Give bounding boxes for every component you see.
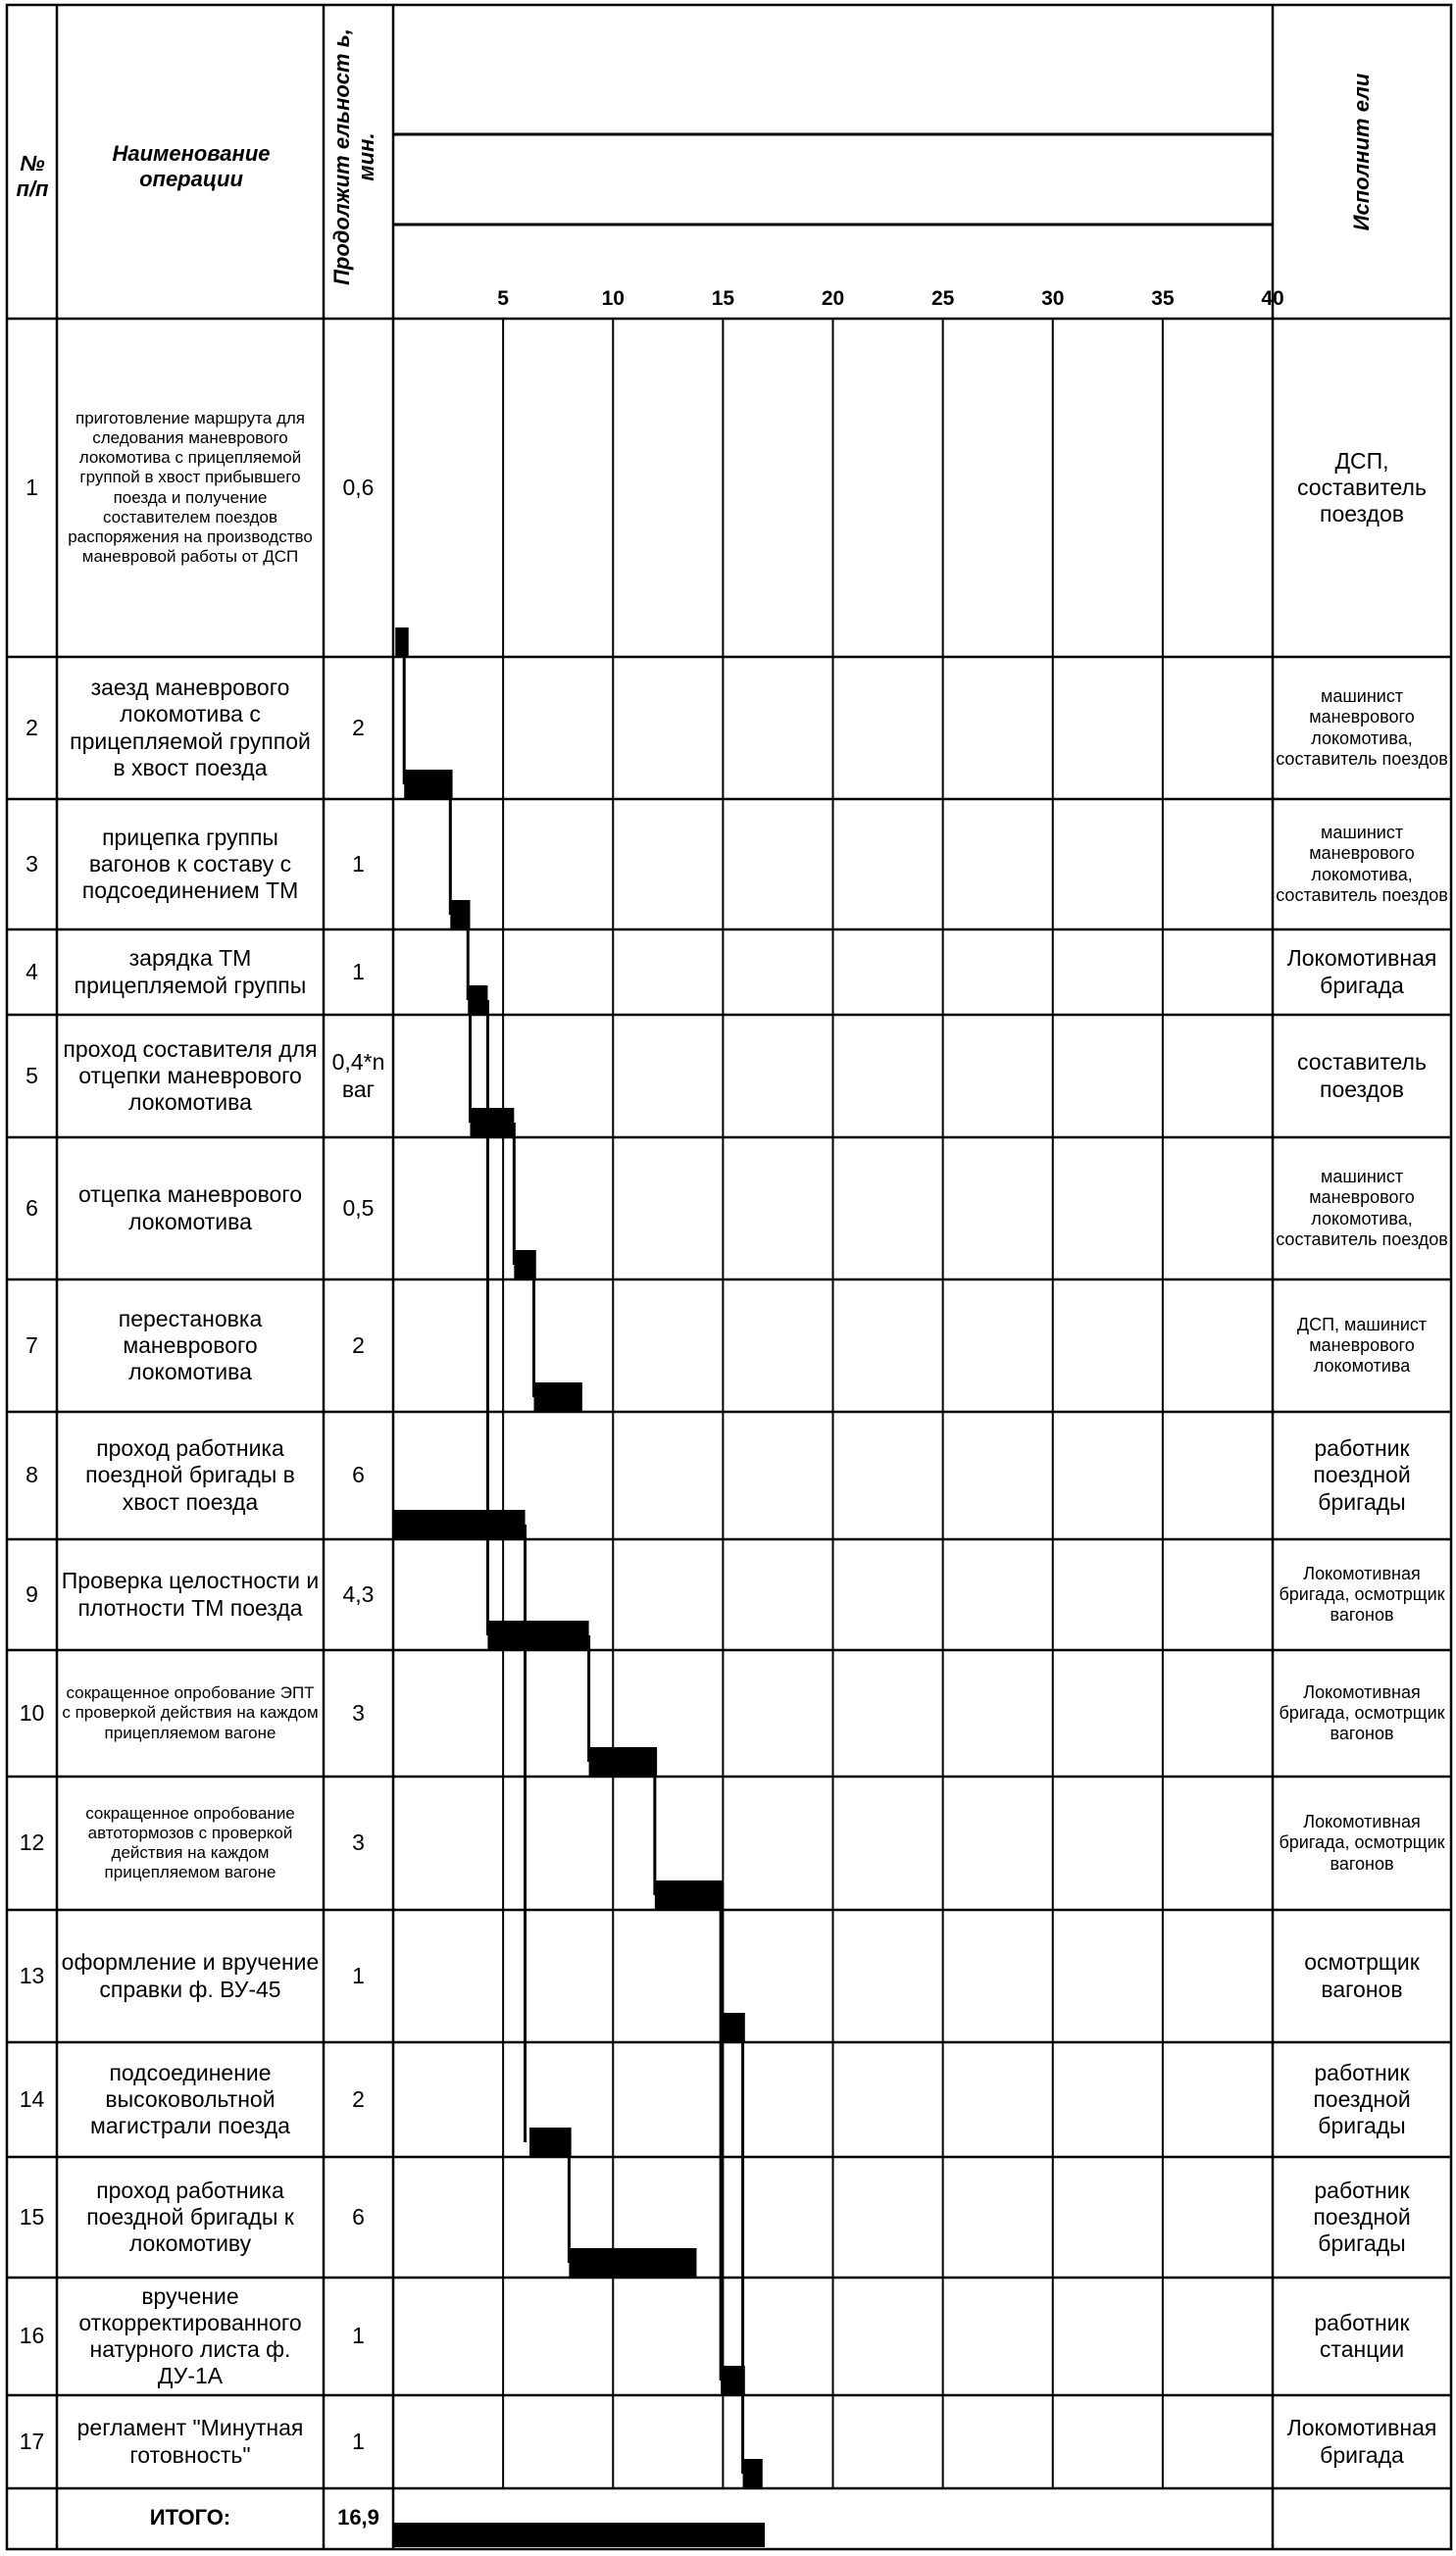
operation-duration: 1 [352,2323,365,2349]
operation-duration: 2 [352,714,365,740]
operation-executor: Локомотивная бригада, осмотрщик вагонов [1279,1681,1445,1744]
operation-name: проход работника поездной бригады в хвост поезда [85,1435,295,1515]
row-number: 9 [25,1580,38,1607]
total-label: ИТОГО: [149,2505,231,2531]
operation-duration: 1 [352,2428,365,2454]
operation-duration: 0,4*n ваг [331,1049,385,1102]
row-number: 12 [19,1829,45,1856]
gantt-bar [393,1510,526,1539]
time-tick-label: 15 [711,287,735,310]
gantt-bar [393,2523,765,2547]
operation-executor: машинист маневрового локомотива, составитель поездов [1276,686,1448,769]
gantt-bar [487,1621,588,1650]
time-tick-label: 35 [1151,287,1175,310]
gantt-bar [655,1880,724,1910]
gantt-bar [534,1382,582,1412]
time-tick-label: 10 [601,287,625,310]
time-tick-label: 30 [1041,287,1065,310]
time-tick-label: 5 [497,287,509,310]
operation-executor: работник поездной бригады [1313,1435,1411,1515]
operation-name: вручение откорректированного натурного листа ф. ДУ-1А [78,2282,302,2389]
row-number: 6 [25,1194,38,1221]
row-number: 5 [25,1062,38,1088]
gantt-bar [743,2459,763,2488]
gantt-bar [589,1747,658,1777]
operation-name: сокращенное опробование ЭПТ с проверкой действия на каждом прицепляемом вагоне [62,1683,319,1742]
operation-name: перестановка маневрового локомотива [118,1305,263,1385]
operation-duration: 1 [352,850,365,877]
operation-duration: 6 [352,2203,365,2230]
row-number: 1 [25,474,38,500]
operation-executor: Локомотивная бригада [1286,2415,1437,2468]
row-number: 14 [19,2085,45,2112]
operation-executor: ДСП, машинист маневрового локомотива [1296,1314,1428,1377]
row-number: 10 [19,1699,45,1726]
operation-duration: 3 [352,1829,365,1856]
operation-duration: 1 [352,1962,365,1988]
header-number: № п/п [16,151,49,201]
operation-duration: 3 [352,1699,365,1726]
operation-name: приготовление маршрута для следования маневрового локомотива с прицепляемой группой в хвост прибывшего поезда и получение составителем поездов распоряжения на производство маневровой работы от ДСП [68,409,313,566]
operation-executor: работник поездной бригады [1313,2177,1411,2257]
row-number: 17 [19,2428,45,2454]
header-operation-name: Наименование операции [112,141,271,191]
gantt-bar [569,2248,696,2278]
operation-name: оформление и вручение справки ф. ВУ-45 [61,1949,320,2002]
row-number: 2 [25,714,38,740]
row-number: 15 [19,2203,45,2230]
row-number: 16 [19,2323,45,2349]
row-number: 7 [25,1331,38,1358]
operation-executor: Локомотивная бригада, осмотрщик вагонов [1279,1563,1445,1626]
operation-duration: 6 [352,1462,365,1488]
operation-name: сокращенное опробование автотормозов с проверкой действия на каждом прицепляемом вагоне [85,1803,295,1882]
time-tick-label: 25 [930,287,955,310]
operation-executor: составитель поездов [1297,1049,1427,1102]
operation-duration: 0,6 [342,474,375,500]
gantt-bar [395,627,408,657]
operation-name: зарядка ТМ прицепляемой группы [74,945,307,998]
operation-name: прицепка группы вагонов к составу с подсоединением ТМ [81,824,299,904]
gantt-bar [404,770,452,799]
time-tick-label: 40 [1261,287,1284,310]
row-number: 4 [25,958,38,984]
time-tick-label: 20 [821,287,845,310]
row-number: 8 [25,1462,38,1488]
operation-executor: машинист маневрового локомотива, составитель поездов [1276,1167,1448,1249]
gantt-bar [470,1108,514,1137]
operation-executor: работник поездной бригады [1313,2059,1411,2139]
row-number: 3 [25,850,38,877]
header-duration: Продолжит ельност ь, мин. [328,28,378,285]
operation-name: проход работника поездной бригады к локомотиву [86,2177,294,2257]
operation-name: отцепка маневрового локомотива [77,1181,303,1234]
operation-name: регламент "Минутная готовность" [76,2415,304,2468]
operation-executor: ДСП, составитель поездов [1297,447,1427,527]
operation-name: подсоединение высоковольтной магистрали поезда [90,2059,290,2139]
row-number: 13 [19,1962,45,1988]
operation-executor: Локомотивная бригада, осмотрщик вагонов [1279,1812,1445,1874]
operation-name: заезд маневрового локомотива с прицепляемой группой в хвост поезда [70,675,311,780]
header-executor: Исполнит ели [1349,73,1375,231]
operation-duration: 1 [352,958,365,984]
operation-executor: машинист маневрового локомотива, составитель поездов [1276,823,1448,905]
operation-duration: 2 [352,1331,365,1358]
operation-name: проход составителя для отцепки маневрового локомотива [63,1035,318,1116]
operation-duration: 0,5 [342,1194,375,1221]
operation-duration: 2 [352,2085,365,2112]
operation-executor: Локомотивная бригада [1286,945,1437,998]
total-duration: 16,9 [337,2505,379,2531]
operation-executor: работник станции [1314,2309,1410,2362]
operation-executor: осмотрщик вагонов [1304,1949,1420,2002]
operation-duration: 4,3 [342,1580,375,1607]
gantt-bar [529,2128,572,2157]
operation-name: Проверка целостности и плотности ТМ поезда [61,1568,320,1621]
